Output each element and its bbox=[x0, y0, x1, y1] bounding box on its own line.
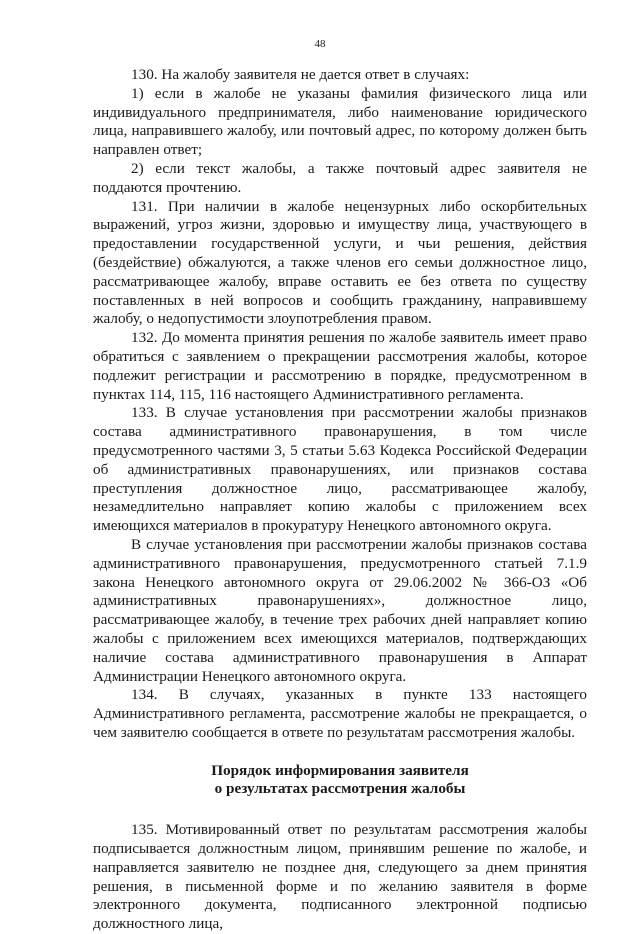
document-body bbox=[93, 66, 587, 934]
paragraph-134: 134. В случаях, указанных в пункте 133 настоящего Административного регламента, рассмотрение жалобы не прекращается, о чем заявителю сообщается в ответе по результатам рассмотрения жалобы. bbox=[93, 686, 587, 741]
paragraph-130-item-1: 1) если в жалобе не указаны фамилия физического лица или индивидуального предпринимателя, либо наименование юридического лица, направившего жалобу, или почтовый адрес, по которому должен быть направлен ответ; bbox=[93, 84, 587, 159]
paragraph-130-item-2: 2) если текст жалобы, а также почтовый адрес заявителя не поддаются прочтению. bbox=[93, 159, 587, 196]
paragraph-133-part-2: В случае установления при рассмотрении жалобы признаков состава административного правонарушения, предусмотренного статьей 7.1.9 закона Ненецкого автономного округа от 29.06.2002 № 366-ОЗ «Об административных правонарушениях», должностное лицо, рассматривающее жалобу, в течение трех рабочих дней направляет копию жалобы с приложением всех имеющихся материалов, подтверждающих наличие состава административного правонарушения в Аппарат Администрации Ненецкого автономного округа. bbox=[93, 535, 587, 685]
paragraph-132: 132. До момента принятия решения по жалобе заявитель имеет право обратиться с заявлением о прекращении рассмотрения жалобы, которое подлежит регистрации и рассмотрению в порядке, предусмотренном в пунктах 114, 115, 116 настоящего Административного регламента. bbox=[93, 329, 587, 403]
section-heading-line-2: о результатах рассмотрения жалобы bbox=[214, 780, 466, 798]
section-heading-line-1: Порядок информирования заявителя bbox=[211, 761, 469, 779]
paragraph-135: 135. Мотивированный ответ по результатам рассмотрения жалобы подписывается должностным лицом, принявшим решение по жалобе, и направляется заявителю не позднее дня, следующего за днем принятия решения, в письменной форме и по желанию заявителя в форме электронного документа, подписанного электронной подписью должностного лица, bbox=[93, 821, 587, 933]
paragraph-130: 130. На жалобу заявителя не дается ответ в случаях: bbox=[131, 66, 470, 83]
paragraph-131: 131. При наличии в жалобе нецензурных либо оскорбительных выражений, угроз жизни, здоровью и имуществу лица, участвующего в предоставлении государственной услуги, и чьи решения, действия (бездействие) обжалуются, а также членов его семьи должностное лицо, рассматривающее жалобу, вправе оставить ее без ответа по существу поставленных в ней вопросов и сообщить гражданину, направившему жалобу, о недопустимости злоупотребления правом. bbox=[93, 197, 587, 328]
paragraph-133: 133. В случае установления при рассмотрении жалобы признаков состава административного правонарушения, в том числе предусмотренного частями 3, 5 статьи 5.63 Кодекса Российской Федерации об административных правонарушениях, или признаков состава преступления должностное лицо, рассматривающее жалобу, незамедлительно направляет копию жалобы с приложением всех имеющихся материалов в прокуратуру Ненецкого автономного округа. bbox=[93, 404, 587, 535]
page-number: 48 bbox=[314, 38, 326, 50]
section-heading bbox=[93, 762, 587, 800]
